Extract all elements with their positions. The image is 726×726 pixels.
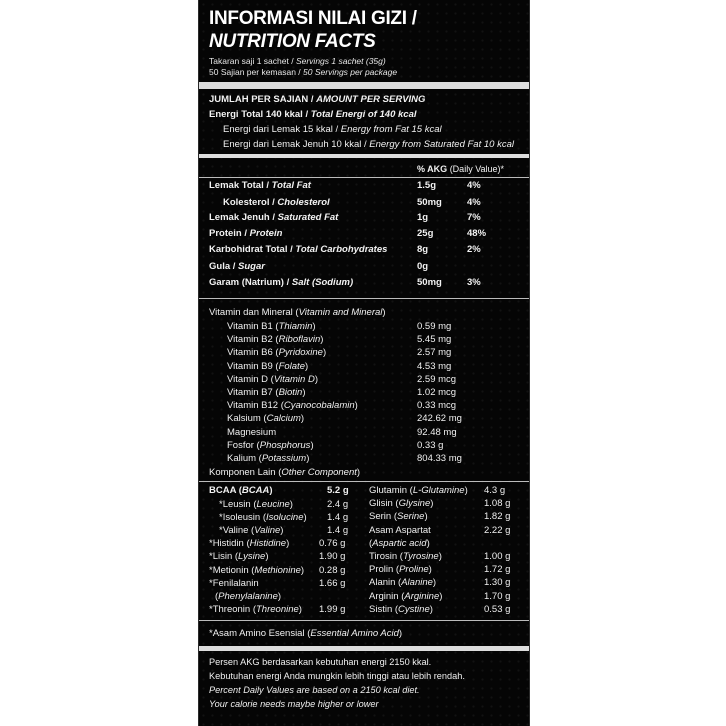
- other-heading-en: Other Component: [281, 467, 357, 478]
- other-heading-close: ): [356, 467, 361, 478]
- vitamin-label-en: Vitamin D: [273, 373, 315, 385]
- amino-acid-label-id: Asam Aspartat: [369, 524, 431, 536]
- vitamin-label-close: ): [320, 334, 324, 346]
- amino-acid-value: 1.90 g: [319, 551, 346, 563]
- amino-acid-label-id: *Histidin (: [209, 538, 250, 550]
- amino-acid-label-id: Glutamin (: [369, 485, 413, 496]
- energy-from-fat-en: Energy from Fat 15 kcal: [340, 124, 442, 135]
- amino-acid-label: [209, 604, 302, 615]
- energy-from-saturated-fat-id: Energi dari Lemak Jenuh 10 kkal /: [223, 139, 367, 150]
- amino-acid-label: [369, 538, 430, 549]
- nutrient-label-id: Protein /: [209, 228, 248, 239]
- energy-from-fat: [223, 124, 442, 135]
- nutrient-akg: 3%: [467, 277, 481, 288]
- vitamin-label: [227, 361, 308, 372]
- amino-acid-value: 1.70 g: [484, 590, 511, 602]
- amino-acid-label: [219, 525, 283, 536]
- vitamin-label: [227, 334, 323, 345]
- amino-acid-label-id: *Metionin (: [209, 564, 255, 576]
- amino-acid-label: [219, 512, 307, 523]
- vitamin-label-en: Phosphorus: [259, 439, 311, 451]
- vitamin-label-en: Folate: [278, 360, 305, 372]
- vitamin-label: [227, 440, 314, 451]
- vitamin-value: 5.45 mg: [417, 334, 452, 346]
- other-heading-id: Komponen Lain (: [209, 467, 282, 478]
- vitamin-label-close: ): [304, 360, 309, 372]
- amount-per-serving-en: AMOUNT PER SERVING: [316, 94, 426, 105]
- vitamin-label: [227, 453, 309, 464]
- amino-acid-label-id: Prolin (: [369, 564, 400, 576]
- amino-acid-label: [369, 564, 432, 575]
- vitamin-label-en: Biotin: [278, 387, 303, 398]
- footer-line-3: Percent Daily Values are based on a 2150 kcal diet.: [209, 685, 420, 695]
- nutrient-label: [209, 261, 265, 272]
- amino-acid-label: [369, 551, 442, 562]
- vitamin-value: 4.53 mg: [417, 360, 452, 372]
- amino-acid-label-en: Histidine: [249, 538, 287, 550]
- amino-acid-label-id: (: [369, 537, 373, 549]
- amino-acid-label: [209, 578, 259, 589]
- akg-header-prefix: % AKG: [417, 164, 448, 174]
- title-indonesian: INFORMASI NILAI GIZI /: [209, 8, 417, 29]
- nutrient-label-en: Sugar: [238, 261, 265, 272]
- amino-acid-value: 0.76 g: [319, 538, 346, 550]
- amino-acid-label-id: Alanin (: [369, 577, 402, 589]
- vitamin-value: 2.59 mcg: [417, 373, 457, 385]
- amino-acid-label: [369, 577, 436, 588]
- nutrient-amount: 1g: [417, 212, 429, 223]
- vitamin-label-close: ): [312, 321, 316, 332]
- nutrient-bottom-divider: [199, 298, 529, 299]
- nutrient-amount: 0g: [417, 261, 429, 272]
- total-energy: [209, 109, 417, 120]
- nutrient-label-id: Gula /: [209, 261, 236, 272]
- amino-acid-label: [209, 565, 304, 576]
- amino-acid-value: 1.72 g: [484, 564, 511, 576]
- nutrient-akg: 4%: [467, 197, 481, 208]
- vitamin-label-id: Kalsium (: [227, 413, 267, 425]
- essential-note-id: *Asam Amino Esensial (: [209, 628, 311, 639]
- amino-divider: [199, 620, 529, 621]
- amino-acid-value: 1.00 g: [484, 551, 511, 562]
- amino-acid-label-id: (: [215, 590, 219, 602]
- nutrient-label-en: Protein: [249, 228, 283, 239]
- nutrient-label-id: Lemak Total /: [209, 180, 270, 191]
- amino-acid-label-id: *Lisin (: [209, 551, 239, 563]
- amino-acid-value: 1.08 g: [484, 498, 511, 510]
- vitamin-label-close: ): [322, 347, 327, 359]
- vitamin-value: 804.33 mg: [417, 453, 462, 464]
- servings-per-package: [209, 67, 397, 77]
- amino-acid-label-close: ): [430, 498, 434, 510]
- vitamins-heading-id: Vitamin dan Mineral (: [209, 307, 299, 318]
- amino-acid-label-close: ): [424, 511, 428, 523]
- amino-acid-label-en: Glysine: [398, 498, 431, 510]
- nutrient-akg: 7%: [467, 212, 481, 223]
- vitamin-label: [227, 321, 316, 332]
- amino-acid-label-en: Tyrosine: [402, 551, 439, 562]
- essential-note-close: ): [398, 628, 403, 639]
- amino-acid-label-id: Arginin (: [369, 590, 405, 602]
- nutrient-label-id: Garam (Natrium) /: [209, 277, 290, 288]
- vitamin-label-en: Riboflavin: [278, 334, 321, 346]
- vitamin-label: [227, 347, 326, 358]
- vitamin-label-close: ): [306, 453, 310, 464]
- amino-acid-label-en: Phenylalanine: [218, 590, 278, 602]
- nutrient-akg: 4%: [467, 180, 481, 191]
- amino-acid-value: 1.30 g: [484, 577, 511, 589]
- vitamin-value: 0.33 g: [417, 439, 444, 451]
- amino-acid-label-en: Proline: [399, 564, 429, 576]
- footer-line-2: Kebutuhan energi Anda mungkin lebih tinggi atau lebih rendah.: [209, 671, 465, 681]
- amino-acid-value: 2.22 g: [484, 524, 511, 536]
- vitamin-label: [227, 427, 276, 438]
- amino-acid-label: [219, 499, 293, 510]
- nutrient-label-en: Salt (Sodium): [291, 277, 354, 288]
- amino-acid-label-close: ): [265, 551, 269, 563]
- amino-acid-label-id: *Leusin (: [219, 498, 257, 510]
- amino-acid-label-en: Alanine: [401, 577, 433, 589]
- vitamin-label-close: ): [300, 413, 305, 425]
- vitamin-label-en: Cyanocobalamin: [283, 400, 355, 412]
- amino-acid-label-en: Serine: [396, 511, 425, 523]
- amino-acid-label-en: Valine: [254, 524, 281, 536]
- energy-from-saturated-fat: [223, 139, 514, 150]
- vitamin-label-id: Vitamin B9 (: [227, 360, 279, 372]
- amino-acid-value: 1.82 g: [484, 511, 511, 523]
- amino-acid-label-close: ): [277, 590, 282, 602]
- amino-acid-label-en: Lysine: [238, 551, 266, 563]
- akg-header: [417, 164, 504, 174]
- nutrient-label: [209, 244, 387, 255]
- amino-acid-label-en: Isolucine: [266, 511, 304, 523]
- other-components-heading: [209, 467, 360, 478]
- bcaa-value: 5.2 g: [327, 485, 349, 496]
- nutrient-label: [209, 277, 353, 288]
- nutrition-panel: [198, 0, 530, 726]
- amino-acid-label-close: ): [286, 538, 290, 550]
- amino-acid-label-en: Leucine: [256, 498, 290, 510]
- nutrient-label-id: Kolesterol /: [223, 197, 275, 208]
- amino-acid-label: [369, 604, 433, 615]
- amino-acid-label-en: Methionine: [254, 564, 301, 576]
- essential-amino-note: [209, 628, 402, 639]
- energy-from-fat-id: Energi dari Lemak 15 kkal /: [223, 124, 339, 135]
- amino-acid-label-en: L-Glutamine: [412, 485, 465, 496]
- amino-acid-label-id: Sistin (: [369, 603, 399, 615]
- vitamin-value: 0.33 mcg: [417, 400, 457, 412]
- vitamin-label-id: Vitamin B7 (: [227, 387, 279, 398]
- serving-size-en: Servings 1 sachet (35g): [295, 56, 386, 66]
- amino-acid-value: 2.4 g: [327, 498, 349, 510]
- nutrient-label: [209, 180, 311, 191]
- amino-acid-label: [369, 525, 431, 536]
- vitamin-label-id: Kalium (: [227, 453, 262, 464]
- vitamin-label: [227, 400, 358, 411]
- nutrient-label-en: Total Fat: [271, 180, 311, 191]
- nutrient-amount: 50mg: [417, 277, 442, 288]
- amino-acid-label-close: ): [303, 511, 307, 523]
- nutrient-label-id: Lemak Jenuh /: [209, 212, 275, 223]
- vitamin-value: 1.02 mcg: [417, 387, 457, 398]
- amino-acid-label-en: Arginine: [404, 590, 440, 602]
- title-english: NUTRITION FACTS: [209, 31, 376, 52]
- amino-acid-label: [369, 485, 468, 496]
- vitamin-label-id: Magnesium: [227, 426, 277, 438]
- servings-per-package-en: 50 Servings per package: [303, 67, 398, 77]
- energy-from-saturated-fat-en: Energy from Saturated Fat 10 kcal: [369, 139, 514, 150]
- nutrient-label: [209, 212, 338, 223]
- vitamin-label-id: Vitamin B1 (: [227, 321, 279, 332]
- amino-acid-label-close: ): [464, 485, 468, 496]
- amino-acid-label: [209, 538, 289, 549]
- amino-acid-label: [209, 551, 269, 562]
- vitamin-label-id: Vitamin B12 (: [227, 400, 284, 412]
- vitamin-label: [227, 387, 306, 398]
- vitamin-label-close: ): [314, 373, 318, 385]
- nutrient-amount: 8g: [417, 244, 429, 255]
- servings-per-package-id: 50 Sajian per kemasan /: [209, 67, 301, 77]
- amino-acid-value: 1.4 g: [327, 511, 349, 523]
- bcaa-label: [209, 485, 273, 496]
- footer-divider: [199, 646, 529, 651]
- thick-divider: [199, 82, 529, 89]
- vitamin-value: 2.57 mg: [417, 347, 452, 359]
- amino-acid-label-close: ): [298, 604, 302, 616]
- amino-acid-label-close: ): [428, 564, 432, 576]
- serving-size-id: Takaran saji 1 sachet /: [209, 56, 294, 66]
- vitamins-heading: [209, 307, 386, 318]
- amino-acid-value: 0.53 g: [484, 603, 511, 615]
- nutrient-akg: 2%: [467, 244, 481, 255]
- nutrient-akg: 48%: [467, 228, 487, 239]
- vitamin-label-en: Calcium: [266, 413, 301, 425]
- amino-acid-label-close: ): [426, 537, 430, 549]
- amino-acid-label-id: Glisin (: [369, 498, 399, 510]
- amino-acid-label-id: Serin (: [369, 511, 397, 523]
- amino-acid-label-close: ): [280, 524, 284, 536]
- nutrient-label-en: Cholesterol: [277, 197, 330, 208]
- amino-acid-value: 1.99 g: [319, 604, 346, 616]
- amino-acid-label-close: ): [289, 498, 293, 510]
- amino-acid-label-close: ): [300, 564, 305, 576]
- nutrient-amount: 1.5g: [417, 180, 437, 191]
- amino-acid-label: [369, 498, 433, 509]
- amino-acid-label-en: Threonine: [256, 604, 299, 616]
- vitamin-label-en: Potassium: [261, 453, 307, 464]
- total-energy-en: Total Energi of 140 kcal: [310, 109, 417, 120]
- amino-acid-value: 1.66 g: [319, 577, 346, 589]
- vitamin-label-id: Vitamin D (: [227, 373, 274, 385]
- amino-acid-label-close: ): [429, 603, 433, 615]
- vitamin-label-close: ): [310, 439, 314, 451]
- amino-acid-value: 4.3 g: [484, 485, 506, 496]
- amino-acid-label-id: *Threonin (: [209, 604, 256, 616]
- nutrient-amount: 50mg: [417, 197, 442, 208]
- medium-divider: [199, 154, 529, 158]
- akg-header-suffix: (Daily Value)*: [449, 164, 505, 174]
- amino-acid-label-id: *Valine (: [219, 524, 255, 536]
- amino-acid-value: 1.4 g: [327, 524, 349, 536]
- amino-acid-label-en: Cystine: [398, 603, 430, 615]
- nutrient-label: [209, 228, 282, 239]
- essential-note-en: Essential Amino Acid: [310, 628, 399, 639]
- vitamin-label-close: ): [354, 400, 358, 412]
- nutrient-label-en: Saturated Fat: [277, 212, 339, 223]
- amino-acid-label: [369, 591, 442, 602]
- vitamin-value: 92.48 mg: [417, 426, 457, 438]
- amino-acid-value: 0.28 g: [319, 564, 346, 576]
- serving-size: [209, 56, 386, 66]
- vitamin-label-en: Thiamin: [278, 321, 313, 332]
- amino-acid-label-en: Aspartic acid: [372, 537, 427, 549]
- bcaa-label-en: BCAA: [241, 485, 270, 496]
- nutrient-label-id: Karbohidrat Total /: [209, 244, 293, 255]
- vitamin-label-en: Pyridoxine: [278, 347, 323, 359]
- vitamin-label-id: Vitamin B2 (: [227, 334, 279, 346]
- amount-per-serving: [209, 94, 425, 105]
- amino-acid-label-id: *Fenilalanin: [209, 577, 259, 589]
- footer-line-4: Your calorie needs maybe higher or lower: [209, 699, 379, 709]
- amount-per-serving-id: JUMLAH PER SAJIAN /: [209, 94, 314, 105]
- vitamin-label: [227, 374, 318, 385]
- total-energy-id: Energi Total 140 kkal /: [209, 109, 309, 120]
- nutrient-label-en: Total Carbohydrates: [295, 244, 388, 255]
- vitamin-label: [227, 413, 304, 424]
- other-divider: [199, 481, 529, 482]
- amino-acid-label-id: Tirosin (: [369, 551, 403, 562]
- vitamin-label-id: Vitamin B6 (: [227, 347, 279, 359]
- nutrient-label: [223, 197, 330, 208]
- akg-divider: [199, 177, 529, 178]
- nutrient-amount: 25g: [417, 228, 434, 239]
- amino-acid-label: [369, 511, 428, 522]
- vitamin-label-id: Fosfor (: [227, 439, 260, 451]
- vitamin-label-close: ): [302, 387, 306, 398]
- footer-line-1: Persen AKG berdasarkan kebutuhan energi 2150 kkal.: [209, 657, 432, 667]
- amino-acid-label-close: ): [438, 551, 442, 562]
- vitamins-heading-close: ): [382, 307, 386, 318]
- bcaa-label-id: BCAA (: [209, 485, 242, 496]
- vitamins-heading-en: Vitamin and Mineral: [298, 307, 383, 318]
- amino-acid-label-close: ): [432, 577, 437, 589]
- amino-acid-label: [215, 591, 281, 602]
- bcaa-label-close: ): [269, 485, 273, 496]
- amino-acid-label-close: ): [439, 590, 443, 602]
- amino-acid-label-id: *Isoleusin (: [219, 511, 266, 523]
- vitamin-value: 242.62 mg: [417, 413, 462, 425]
- vitamin-value: 0.59 mg: [417, 321, 452, 332]
